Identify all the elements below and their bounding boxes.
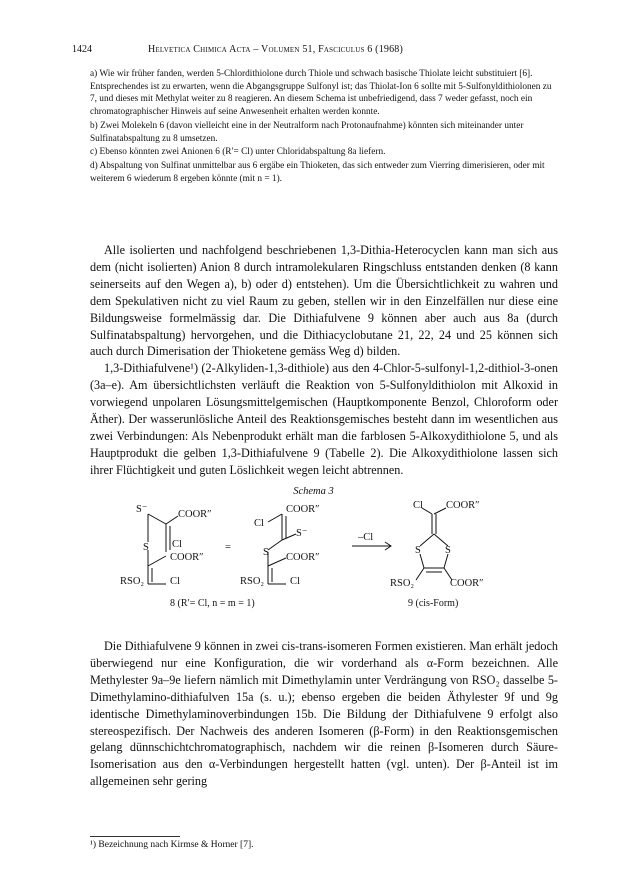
atom-label: COOR″ (286, 504, 320, 515)
atom-label: S (263, 547, 269, 558)
caption-8: 8 (R′= Cl, n = m = 1) (170, 598, 255, 609)
reaction-scheme (90, 500, 550, 618)
body-text (90, 242, 558, 479)
note-a: a) Wie wir früher fanden, werden 5-Chlordithiolone durch Thiole und schwach basische Thiolate leicht substituiert [6]. Entsprechendes ist zu erwarten, wenn die Abgangsgruppe Sulfonyl ist; das Thiolat-Ion 6 sollte mit 5-Sulfonyldithiolonen zu 7, und dieses mit Methylat weiter zu 8 reagieren. An diesem Schema ist unbefriedigend, dass 7 weder gefasst, noch ein chromatographischer Hinweis auf seine Anwesenheit erhalten werden konnte. (90, 69, 552, 118)
atom-label: S⁻ (296, 528, 308, 539)
atom-label: Cl (172, 539, 182, 550)
atom-label: COOR″ (286, 552, 320, 563)
note-d: d) Abspaltung von Sulfinat unmittelbar aus 6 ergäbe ein Thioketen, das sich entweder zum Vierring dimerisieren, oder mit weiterem 6 wiederum 8 ergeben könnte (mit n = 1). (90, 160, 545, 184)
caption-9: 9 (cis-Form) (408, 598, 459, 609)
paragraph: 1,3-Dithiafulvene¹) (2-Alkyliden-1,3-dithiole) aus den 4-Chlor-5-sulfonyl-1,2-dithiol-3-onen (3a–e). Am übersichtlichsten verläuft die Reaktion von 5-Sulfonyldithiolon mit Alkoxid in vorwiegend unpolaren Lösungsmittelgemischen (Hauptkomponente Benzol, Chloroform oder Äther). Der wasserunlösliche Anteil des Reaktionsgemisches besteht dann im wesentlichen aus zwei Verbindungen: Als Nebenprodukt erhält man die farblosen 5-Alkoxydithiolone 5, und als Hauptprodukt die gelben 1,3-Dithiafulvene 9 (Tabelle 2). Die Alkoxydithiolone lassen sich ihrer Flüchtigkeit und guten Löslichkeit wegen leicht abtrennen. (90, 361, 558, 477)
notes-block (90, 68, 558, 186)
paragraph: Alle isolierten und nachfolgend beschriebenen 1,3-Dithia-Heterocyclen kann man sich aus dem (nicht isolierten) Anion 8 durch intramolekularen Ringschluss entstanden denken (8 kann seinerseits auf den Wegen a), b) oder d) entstehen). Um die Übersichtlichkeit zu wahren und dem Spekulativen nicht zu viel Raum zu geben, stellen wir in den Einzelfällen nur diese eine Bildungsweise formelmässig dar. Die Dithiafulvene 9 können aber auch aus 8a (durch Sulfinatabspaltung) hervorgehen, und die Dithiacyclobutane 21, 22, 24 und 25 können sich auch durch Dimerisation der Thioketene gemäss Weg d) bilden. (90, 243, 558, 359)
atom-label: Cl (413, 500, 423, 511)
atom-label: RSO₂ (120, 576, 145, 587)
scheme-title: Schema 3 (293, 486, 334, 497)
atom-label: COOR″ (450, 578, 484, 589)
note-c: c) Ebenso könnten zwei Anionen 6 (R′= Cl) unter Chloridabspaltung 8a liefern. (90, 147, 386, 158)
paragraph: Die Dithiafulvene 9 können in zwei cis-trans-isomeren Formen existieren. Man erhält jedoch überwiegend nur eine Konfiguration, die wir vorderhand als α-Form bezeichnen. Alle Methylester 9a–9e liefern nämlich mit Dimethylamin unter Verdrängung von RSO₂ dasselbe 5-Dimethylamino-dithiafulven 15a (s. u.); ebenso ergeben die beiden Äthylester 9f und 9g identische Dimethylaminoverbindungen 15b. Die Bildung der Dithiafulvene 9 erfolgt also stereospezifisch. Der Nachweis des anderen Isomeren (β-Form) in den Reaktionsgemischen gelang dünnschichtchromatographisch, nachdem wir die reinen β-Isomeren durch Säure-Isomerisation aus den α-Verbindungen hergestellt hatten (vgl. unten). Der β-Anteil ist im allgemeinen sehr gering (90, 639, 558, 789)
atom-label: S (445, 545, 451, 556)
atom-label: RSO₂ (240, 576, 265, 587)
atom-label: COOR″ (178, 509, 212, 520)
equals-sign: = (225, 542, 231, 553)
atom-label: S (415, 545, 421, 556)
footnote-rule (90, 836, 180, 837)
atom-label: Cl (170, 576, 180, 587)
atom-label: Cl (254, 518, 264, 529)
note-b: b) Zwei Molekeln 6 (davon vielleicht eine in der Neutralform nach Protonaufnahme) könnten sich miteinander unter Sulfinatabspaltung zu 8 umsetzen. (90, 120, 524, 144)
footnote: ¹) Bezeichnung nach Kirmse & Horner [7]. (90, 840, 254, 850)
arrow-label: –Cl (358, 532, 374, 543)
atom-label: COOR″ (446, 500, 480, 511)
atom-label: COOR″ (170, 552, 204, 563)
page-number: 1424 (72, 44, 92, 55)
body-text-2 (90, 638, 558, 790)
atom-label: Cl (290, 576, 300, 587)
atom-label: S⁻ (136, 504, 148, 515)
journal-title: Helvetica Chimica Acta – Volumen 51, Fasciculus 6 (1968) (148, 44, 404, 55)
atom-label: RSO₂ (390, 578, 415, 589)
atom-label: S (143, 542, 149, 553)
